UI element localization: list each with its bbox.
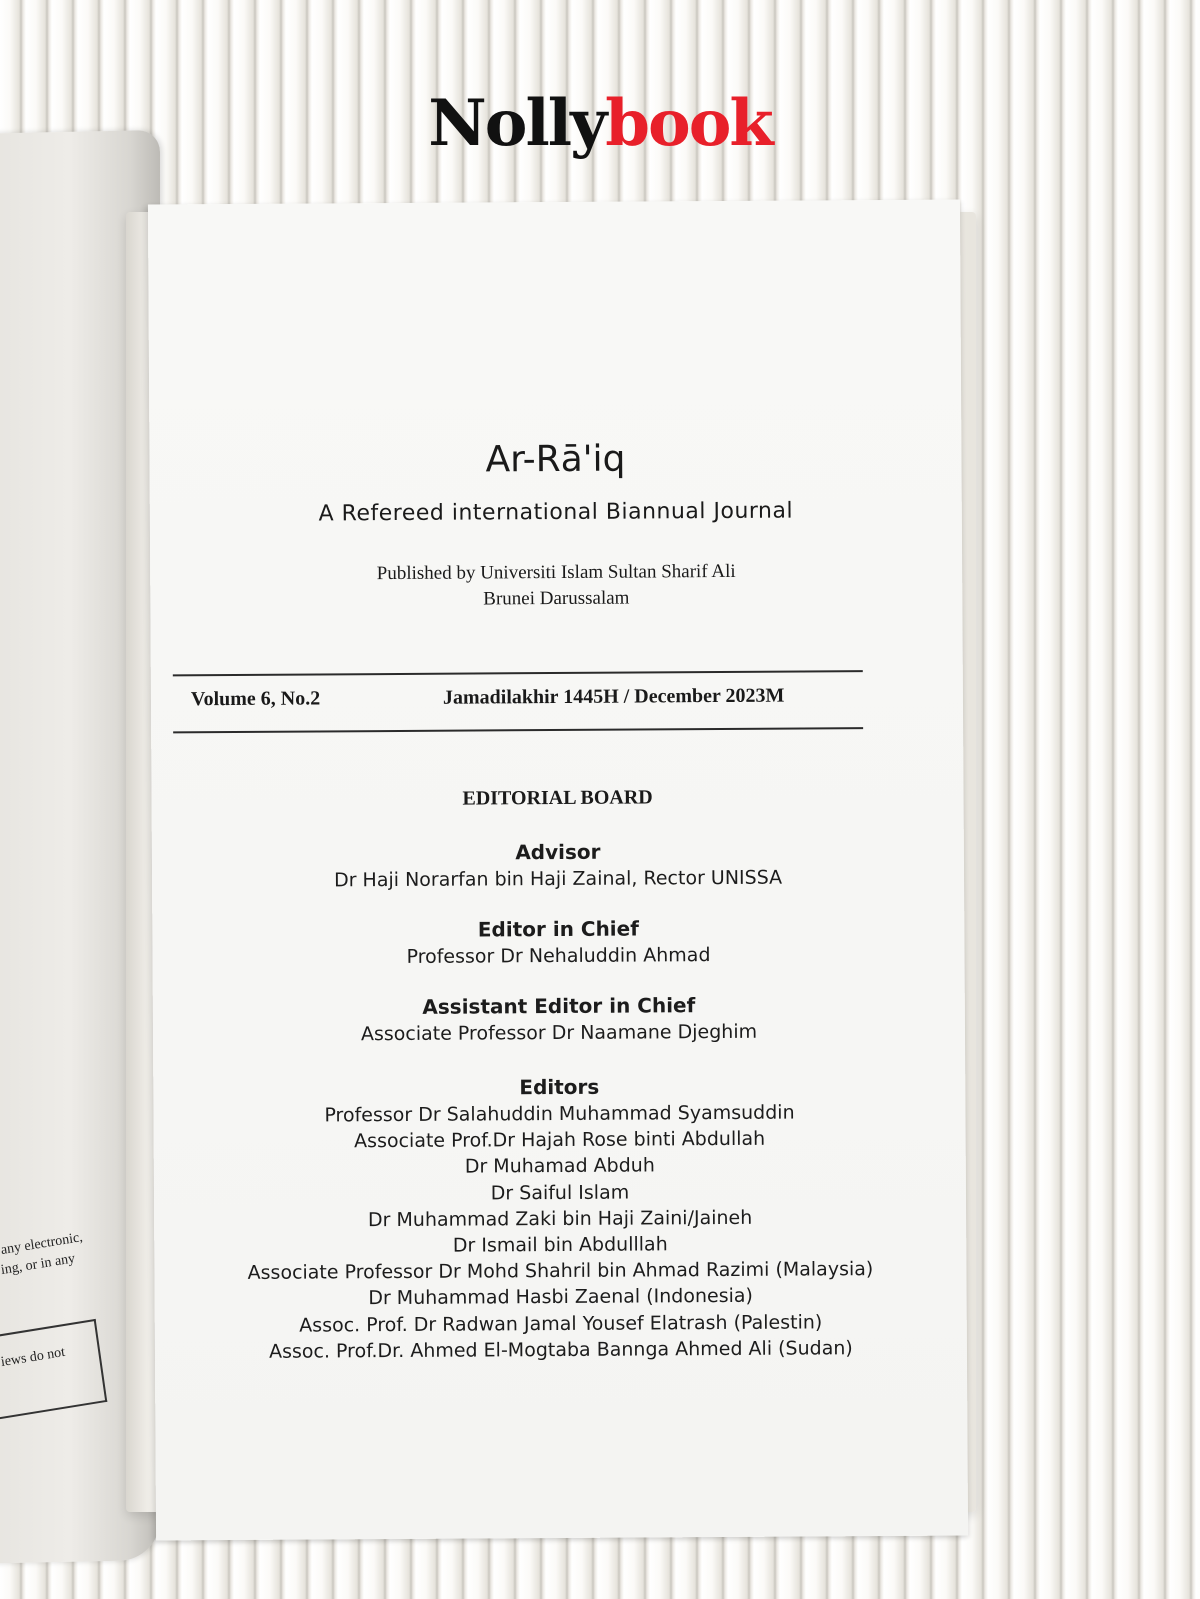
editors-section — [153, 1072, 967, 1366]
editor-name: Assoc. Prof. Dr Radwan Jamal Yousef Elatrash (Palestin) — [299, 1311, 823, 1337]
assistant-editor-in-chief-name: Associate Professor Dr Naamane Djeghim — [360, 1020, 758, 1046]
editor-name: Associate Prof.Dr Hajah Rose binti Abdullah — [354, 1127, 766, 1153]
editor-name: Associate Professor Dr Mohd Shahril bin Ahmad Razimi (Malaysia) — [247, 1258, 874, 1285]
left-page-text-fragment: iews do not — [0, 1344, 67, 1371]
left-page-text-fragment: any electronic, — [0, 1230, 84, 1259]
issue-divider-top — [173, 670, 863, 676]
editor-in-chief-name: Professor Dr Nehaluddin Ahmad — [406, 944, 711, 968]
watermark-part-1: Nolly — [428, 86, 606, 161]
journal-page — [148, 200, 968, 1541]
volume-number: Volume 6, No.2 — [190, 687, 321, 711]
assistant-editor-in-chief-role: Assistant Editor in Chief — [422, 993, 696, 1019]
editor-name: Assoc. Prof.Dr. Ahmed El-Mogtaba Bannga Ahmed Ali (Sudan) — [269, 1337, 853, 1363]
editor-name: Professor Dr Salahuddin Muhammad Syamsuddin — [324, 1101, 795, 1127]
advisor-section — [152, 837, 964, 896]
publisher-info — [150, 558, 962, 615]
advisor-role: Advisor — [515, 839, 601, 865]
editor-name: Dr Ismail bin Abdulllah — [452, 1233, 668, 1257]
journal-title: Ar-Rā'iq — [485, 438, 626, 481]
editor-name: Dr Muhamad Abduh — [464, 1154, 655, 1178]
nollybook-watermark — [0, 86, 1200, 161]
editor-name: Dr Muhammad Zaki bin Haji Zaini/Jaineh — [367, 1206, 753, 1231]
journal-subtitle: A Refereed international Biannual Journal — [318, 498, 794, 527]
assistant-editor-in-chief-section — [153, 991, 965, 1050]
editors-role: Editors — [519, 1074, 600, 1100]
editor-name: Dr Muhammad Hasbi Zaenal (Indonesia) — [368, 1285, 753, 1310]
left-page-text-box — [0, 1319, 107, 1420]
editor-in-chief-role: Editor in Chief — [477, 916, 639, 942]
advisor-name: Dr Haji Norarfan bin Haji Zainal, Rector UNISSA — [333, 866, 783, 892]
issue-date: Jamadilakhir 1445H / December 2023M — [442, 684, 785, 709]
publisher-country: Brunei Darussalam — [483, 587, 630, 610]
issue-divider-bottom — [173, 727, 863, 733]
editorial-board-heading: EDITORIAL BOARD — [462, 786, 653, 810]
editor-in-chief-section — [152, 914, 964, 973]
left-page-text-fragment: ing, or in any — [0, 1251, 77, 1279]
publisher-line: Published by Universiti Islam Sultan Sharif Ali — [376, 560, 736, 585]
editor-name: Dr Saiful Islam — [490, 1181, 630, 1205]
watermark-part-2: book — [605, 86, 772, 161]
